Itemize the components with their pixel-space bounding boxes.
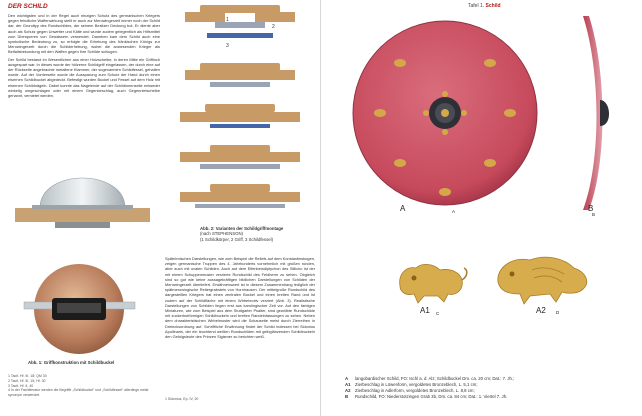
legend-row: A langobardischer Schild, FO: Ischl a. d. Alz; Schildbuckel Dm. ca. 20 cm; Dat.: 7. Jh.; [345,376,515,381]
legend-row: A2 Zierbeschlag in Adlerform, vergoldetes Bronzeblech, L. 8,8 cm; [345,388,475,393]
fig2-number-2: 2 [272,24,275,30]
label-lion-small: C [436,311,440,316]
section-title: DER SCHILD [8,3,48,10]
page-gutter [320,0,321,416]
paragraph: Der Schild bestand im Wesentlichen aus einer Holzscheibe, in deren Mitte ein Griffloch ausgespart war. In dieses wurde der hölzerne Schildgriff eingelassen, der durch eine auf der Rückseite angebrachte metallene Klammer, der sogenannten Schildfessel, gehalten wurde. Auf der Vorderseite wurde die Aussparung zum Schutz der Hand durch einen eisernen Schildbuckel abgedeckt. Befestigt wurden Buckel und Fessel auf dem Holz mit eisernen Schildnägeln. Dabei konnte das Nagelende auf der Schildinnenseite entweder winkelig umgeschlagen oder mit einem Gegenbeschlag, auch Gegennietscheibe genannt, vernietet werden. [8,56,160,99]
boss-dome [40,178,125,208]
variant-5 [180,184,300,208]
shield-boss-center [441,109,449,117]
label-side-small: B [592,212,596,217]
shield-board [15,208,150,222]
grip-variants-figure [165,2,315,227]
footnote: 3 Tacit. Hf. II, 40 [8,383,34,388]
lion-tail [462,268,467,280]
label-front-small: A [452,209,456,214]
label-front: A [400,204,406,213]
gold-fitting [484,59,496,67]
boss-rivet [442,129,448,135]
gold-fitting [374,109,386,117]
fig2-caption: Abb. 2: Varianten der Schildgriffmontage (nach STEPHENSON) (1 Schildkörper, 2 Griff, 3 Schildfessel) [200,226,284,242]
label-animal-small: D [556,310,560,315]
label-animal: A2 [536,306,546,315]
footnote: 1 Tacit. Hf. III, 18; QM 30 [8,374,47,378]
label-side: B [588,204,594,213]
animal-eye [510,272,515,277]
footnote: 1 Sidonius, Ep. IV, 20 [165,397,199,401]
animal-fitting-figure [492,250,592,308]
shield-side-view [583,16,603,210]
body-text-left [8,13,160,100]
boss-rivet [442,91,448,97]
gold-fitting [504,109,516,117]
gold-fitting [439,188,451,196]
boss-rivet [423,110,429,116]
plate-legend [345,376,635,400]
paragraph: Den wichtigsten und in der Regel auch einzigen Schutz des germanischen Kriegers gegen feindliche Waffenwirkung stellt er auch zur Merowingerzeit immer noch der Schild dar, der Grundtyp des Rundschildes, der seinem Besitzer Deckung bot. Er diente aber auch als Schutz gegen Unwetter und Kälte und wurde zudem gelegentlich als Hilfsmittel zum Überqueren von Gewässern verwendet. Daneben kam dem Schild auch eine symbolische Bedeutung zu, so erfolgte die Erhebung des fränkischen Königs zur Merowingerzeit durch die Schilderhebung, wobei die anwesenden Krieger als Beifallsbekundung mit den Waffen gegen ihre Schilde schlugen. [8,13,160,55]
gold-fitting [394,159,406,167]
fig2-number-1: 1 [226,17,229,23]
footnotes-left [8,374,158,398]
shield-side-boss [600,100,609,126]
shield-plate-figure [345,12,635,222]
variant-2 [185,63,295,87]
footnote: 4 In der Fachliteratur werden die Begriffe „Schildbuckel“ und „Schildfessel“ allerdings meist synonym verwendet. [8,388,149,398]
footnote: 2 Tacit. Hf. III, 15; Hf. 30 [8,378,46,383]
body-text-right-column [165,256,315,341]
lion-body [400,264,463,303]
variant-1 [185,5,295,38]
label-lion: A1 [420,306,430,315]
shield-boss-figure [10,160,155,255]
plate-title: Tafel 1. Schild [468,3,501,9]
paragraph: Spätrömischen Darstellungen, wie zum Beispiel die Reliefs auf dem Konstantinsbogen, zeigen germanische Truppen des 4. Jahrhunderts vornehmlich mit großen runden, aber auch mit ovalen Schilden. Auch auf dem Elfenbeindiptychon des Stilicho ist der mit einem Schuppenmuster verzierte Rundschild des Feldherrn zu sehen. Obgleich sind so gut wie keine aussagekräftigen bildlichen Darstellungen von Schilden der Merowingerzeit überliefert. Erwähnenswert ist in diesem Zusammenhang lediglich der spätmerowingische Reitergrabstein von Hornhausen. Der mittelgroße Rundschild des dargestellten Kriegers hat einen zentralen Buckel und einen breiten Rand und ist zudem auf der Schildfläche mit einem Wirbelmotiv verziert (Abb. 3). Realistische Darstellungen von Schilden liegen erst aus karolingischer Zeit vor. Auf den farbigen Miniaturen, wie zum Beispiel aus dem Stuttgarter Psalter, sind gewölbte Rundschilde mit zuckerhutförmigen Schildbuckeln und breiten Randeinfassungen zu sehen. Neben dem charakteristischen Wirbelmuster wird die Schauseite meist durch Zierreihen in Dreiecksordnung auf. Schriftliche Erwähnung findet der Schild indessen bei Sidonius Apollinaris, der ein leuchtend weißen Rundschilden mit gelbglänzenden Schildbuckeln den Gefolgsleute des Prinzen Sigismer zu berichten weiß. [165,256,315,340]
variant-4 [180,145,300,169]
boss-flange [32,205,133,209]
fig2-number-3: 3 [226,43,229,49]
legend-row: A1 Zierbeschlag in Löwenform, vergoldetes Bronzeblech, L. 5,1 cm; [345,382,478,387]
shield-interior-figure [22,262,137,357]
lion-eye [412,276,417,281]
footnotes-right [165,397,315,402]
legend-row: B Rundschild, FO: Niederstotzingen Grab 3b, Dm. ca. 84 cm; Dat.: 1. Viertel 7. Jh. [345,394,508,399]
grip [55,222,110,228]
gold-fitting [484,159,496,167]
animal-body [498,257,587,304]
lion-fitting-figure [392,256,470,306]
grip-bar [57,303,101,313]
boss-rivet [461,110,467,116]
fig1-caption: Abb. 1: Griffkonstruktion mit Schildbuckel [28,360,115,365]
gold-fitting [394,59,406,67]
variant-3 [180,104,300,128]
